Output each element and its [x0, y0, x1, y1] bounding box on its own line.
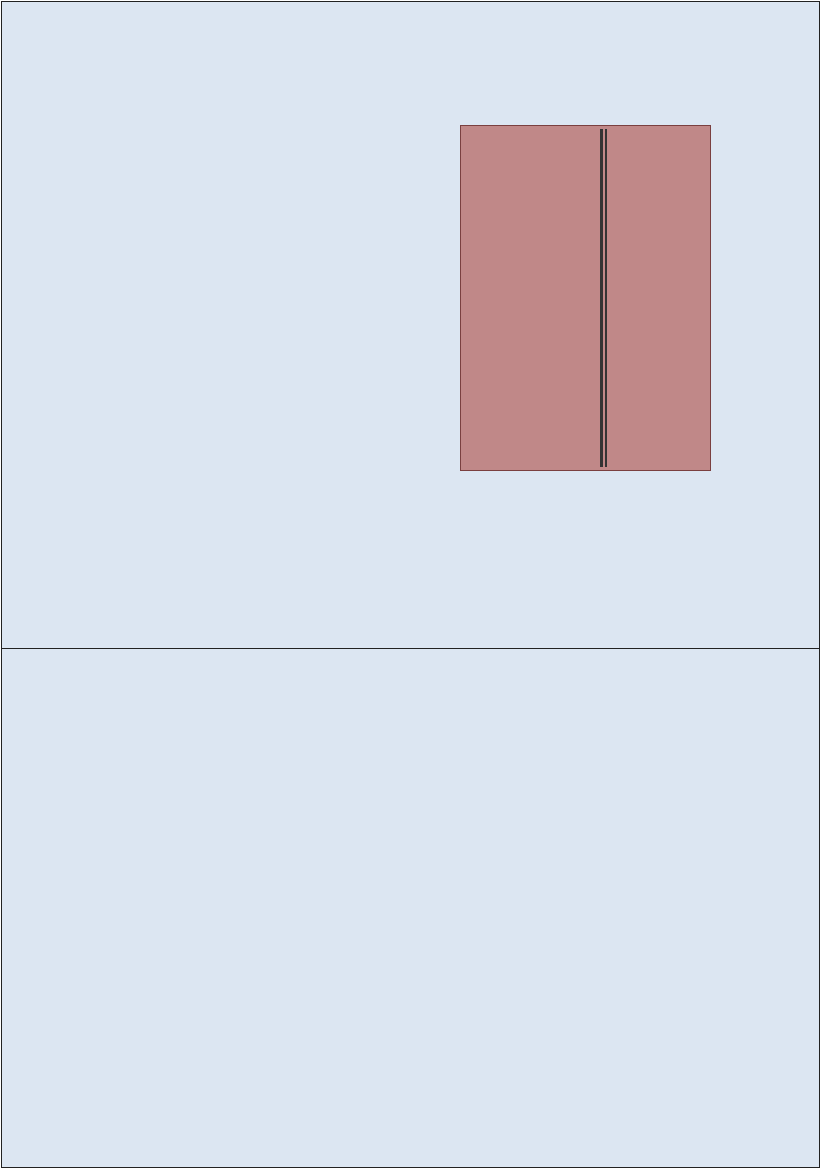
- answer-1[interactable]: [14, 935, 46, 949]
- table-divider: [600, 129, 603, 467]
- answer-3[interactable]: [19, 1056, 51, 1070]
- bottom-panel: [1, 648, 820, 1168]
- answer-2[interactable]: [14, 995, 46, 1009]
- verb-table: [460, 125, 711, 471]
- table-divider: [605, 129, 607, 467]
- top-panel: [1, 1, 820, 649]
